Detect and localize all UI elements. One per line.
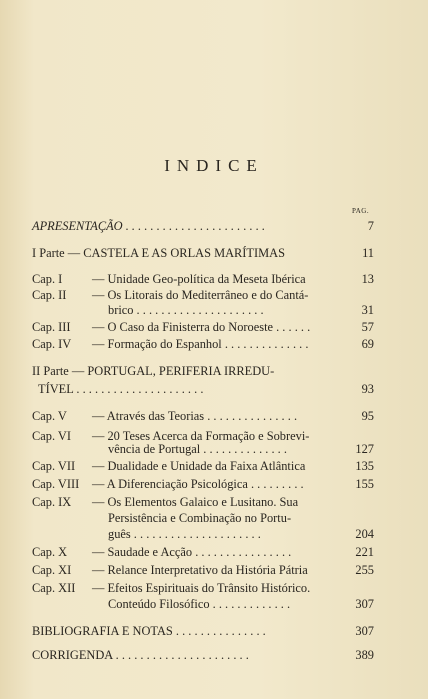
entry-page: 221 bbox=[355, 545, 374, 559]
entry-page: 307 bbox=[355, 624, 374, 638]
chapter-title: — 20 Teses Acerca da Formação e Sobrevi- bbox=[92, 429, 310, 443]
entry-page: 93 bbox=[361, 382, 374, 396]
entry-page: 389 bbox=[355, 648, 374, 662]
chapter-number: Cap. II bbox=[32, 288, 67, 302]
chapter-title: — A Diferenciação Psicológica . . . . . . . . . bbox=[92, 477, 304, 491]
part-two-title: II Parte — PORTUGAL, PERIFERIA IRREDU- bbox=[32, 364, 275, 378]
entry-apresentacao bbox=[32, 218, 265, 234]
entry-corrigenda: CORRIGENDA . . . . . . . . . . . . . . . . . . . . . . bbox=[32, 648, 249, 662]
chapter-title-continued: Persistência e Combinação no Portu- bbox=[108, 511, 292, 525]
chapter-number: Cap. VI bbox=[32, 429, 72, 443]
chapter-title: — O Caso da Finisterra do Noroeste . . . . . . bbox=[92, 320, 311, 334]
chapter-number: Cap. VII bbox=[32, 459, 76, 473]
entry-page: 95 bbox=[361, 409, 374, 423]
chapter-number: Cap. V bbox=[32, 409, 67, 423]
entry-page: 155 bbox=[355, 477, 374, 491]
entry-page: 307 bbox=[355, 597, 374, 611]
chapter-title-continued: Conteúdo Filosófico . . . . . . . . . . . . . bbox=[108, 597, 291, 611]
chapter-title: — Efeitos Espirituais do Trânsito Histórico. bbox=[92, 581, 311, 595]
chapter-title-continued: guês . . . . . . . . . . . . . . . . . . . . . bbox=[108, 527, 261, 541]
chapter-number: Cap. XI bbox=[32, 563, 72, 577]
chapter-title: — Unidade Geo-política da Meseta Ibérica bbox=[92, 272, 306, 286]
chapter-number: Cap. VIII bbox=[32, 477, 80, 491]
entry-leader: . . . . . . . . . . . . . . . . . . . . . . . bbox=[125, 219, 266, 233]
page-title: INDICE bbox=[164, 156, 264, 175]
chapter-title-continued: vência de Portugal . . . . . . . . . . . . . . bbox=[108, 442, 287, 456]
entry-page: 255 bbox=[355, 563, 374, 577]
chapter-number: Cap. III bbox=[32, 320, 71, 334]
entry-page: 31 bbox=[361, 303, 374, 317]
chapter-number: Cap. I bbox=[32, 272, 63, 286]
part-two-title-continued: TÍVEL . . . . . . . . . . . . . . . . . . . . . bbox=[38, 382, 204, 396]
chapter-title: — Os Litorais do Mediterrâneo e do Cantá- bbox=[92, 288, 309, 302]
page-column-label: PAG. bbox=[352, 207, 370, 215]
entry-title: APRESENTAÇÃO bbox=[32, 219, 123, 233]
chapter-title: — Os Elementos Galaico e Lusitano. Sua bbox=[92, 495, 299, 509]
entry-page: 204 bbox=[355, 527, 374, 541]
entry-page: 57 bbox=[361, 320, 374, 334]
chapter-title: — Dualidade e Unidade da Faixa Atlântica bbox=[92, 459, 306, 473]
chapter-title-continued: brico . . . . . . . . . . . . . . . . . . . . . bbox=[108, 303, 264, 317]
chapter-number: Cap. X bbox=[32, 545, 68, 559]
chapter-number: Cap. XII bbox=[32, 581, 76, 595]
chapter-number: Cap. IX bbox=[32, 495, 72, 509]
entry-page: 69 bbox=[361, 337, 374, 351]
entry-page: 135 bbox=[355, 459, 374, 473]
entry-page: 11 bbox=[362, 246, 374, 260]
part-one-title: I Parte — CASTELA E AS ORLAS MARÍTIMAS bbox=[32, 246, 285, 260]
entry-page: 13 bbox=[361, 272, 374, 286]
chapter-title: — Relance Interpretativo da História Pátria bbox=[92, 563, 308, 577]
chapter-title: — Saudade e Acção . . . . . . . . . . . . . . . . bbox=[92, 545, 292, 559]
entry-bibliografia: BIBLIOGRAFIA E NOTAS . . . . . . . . . . . . . . . bbox=[32, 624, 266, 638]
chapter-title: — Formação do Espanhol . . . . . . . . . . . . . . bbox=[92, 337, 309, 351]
chapter-number: Cap. IV bbox=[32, 337, 72, 351]
entry-page: 127 bbox=[355, 442, 374, 456]
chapter-title: — Através das Teorias . . . . . . . . . . . . . . . bbox=[92, 409, 298, 423]
entry-page: 7 bbox=[367, 219, 374, 233]
